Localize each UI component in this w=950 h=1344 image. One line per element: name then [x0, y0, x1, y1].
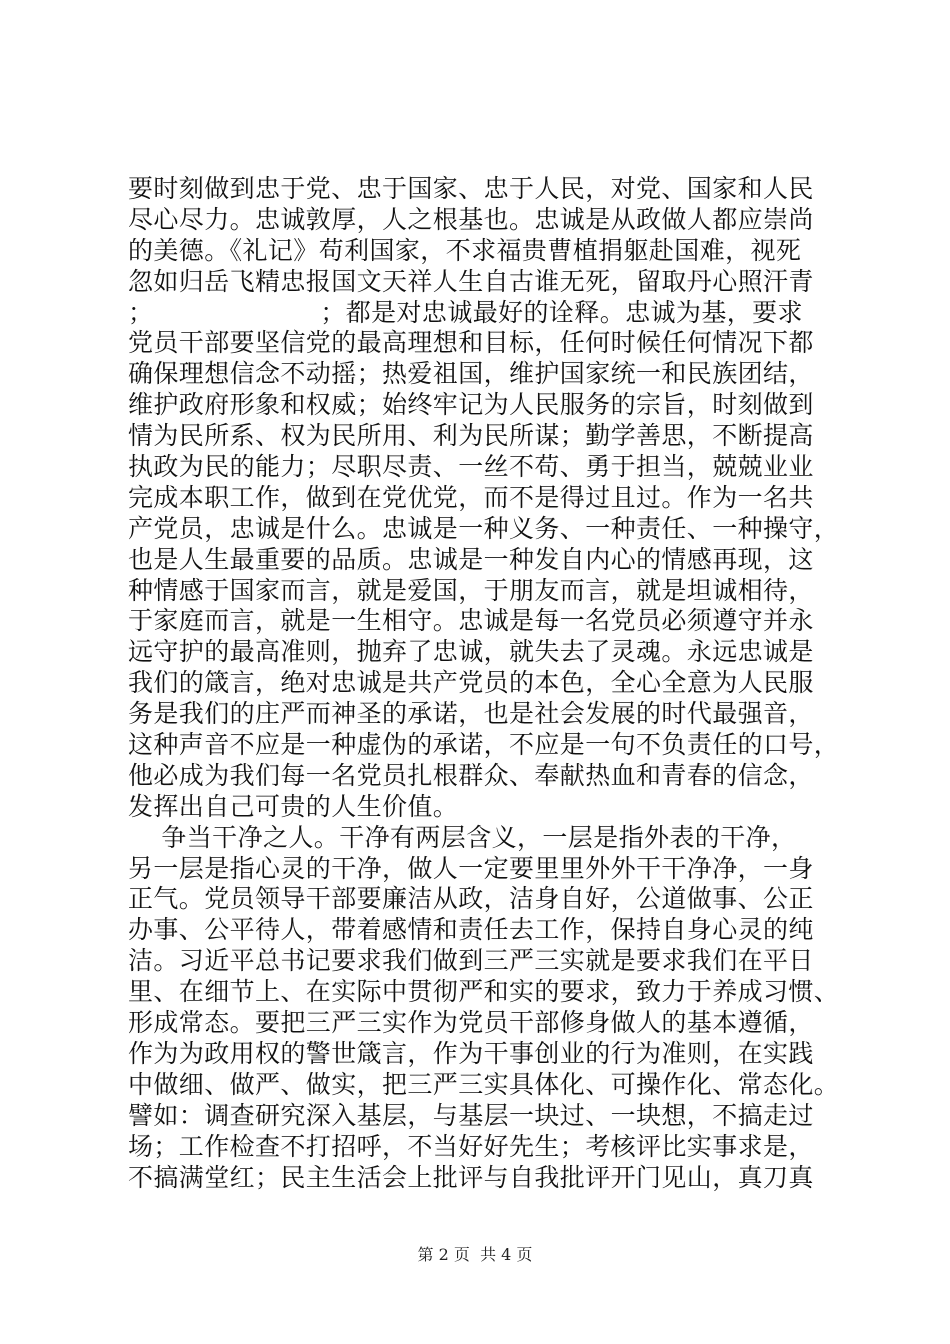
- text-line: 发挥出自己可贵的人生价值。: [128, 791, 459, 821]
- text-line: 尽心尽力。忠诚敦厚，人之根基也。忠诚是从政做人都应崇尚: [128, 204, 814, 234]
- text-line: 正气。党员领导干部要廉洁从政，洁身自好，公道做事、公正: [128, 884, 814, 914]
- text-line: 也是人生最重要的品质。忠诚是一种发自内心的情感再现，这: [128, 544, 814, 574]
- text-line: 远守护的最高准则，抛弃了忠诚，就失去了灵魂。永远忠诚是: [128, 637, 814, 667]
- text-line: 确保理想信念不动摇；热爱祖国，维护国家统一和民族团结，: [128, 359, 814, 389]
- document-body: [128, 174, 840, 1193]
- text-line: 场；工作检查不打招呼，不当好好先生；考核评比实事求是，: [128, 1131, 814, 1161]
- page-number-label: 第 2 页 共 4 页: [417, 1245, 533, 1264]
- text-line: 维护政府形象和权威；始终牢记为人民服务的宗旨，时刻做到: [128, 390, 814, 420]
- text-line: 他必成为我们每一名党员扎根群众、奉献热血和青春的信念，: [128, 760, 814, 790]
- text-line: 要时刻做到忠于党、忠于国家、忠于人民，对党、国家和人民: [128, 174, 814, 203]
- text-line: 争当干净之人。干净有两层含义，一层是指外表的干净，: [128, 822, 797, 852]
- text-line: 情为民所系、权为民所用、利为民所谋；勤学善思，不断提高: [128, 421, 814, 451]
- page-footer: [0, 1245, 950, 1265]
- text-line: 洁。习近平总书记要求我们做到三严三实就是要求我们在平日: [128, 946, 814, 976]
- text-line: 这种声音不应是一种虚伪的承诺，不应是一句不负责任的口号，: [128, 730, 840, 760]
- text-line: 中做细、做严、做实，把三严三实具体化、可操作化、常态化。: [128, 1069, 840, 1099]
- text-line: 完成本职工作，做到在党优党，而不是得过且过。作为一名共: [128, 482, 814, 512]
- text-line: 党员干部要坚信党的最高理想和目标，任何时候任何情况下都: [128, 328, 814, 358]
- text-line: 于家庭而言，就是一生相守。忠诚是每一名党员必须遵守并永: [128, 606, 814, 636]
- text-line: ； ；都是对忠诚最好的诠释。忠诚为基，要求: [128, 297, 803, 327]
- text-line: 不搞满堂红；民主生活会上批评与自我批评开门见山，真刀真: [128, 1162, 814, 1192]
- text-line: 譬如：调查研究深入基层，与基层一块过、一块想，不搞走过: [128, 1100, 814, 1130]
- text-line: 形成常态。要把三严三实作为党员干部修身做人的基本遵循，: [128, 1008, 814, 1038]
- text-line: 的美德。《礼记》苟利国家，不求福贵曹植捐躯赴国难，视死: [128, 235, 802, 265]
- text-line: 忽如归岳飞精忠报国文天祥人生自古谁无死，留取丹心照汗青: [128, 266, 814, 296]
- text-line: 执政为民的能力；尽职尽责、一丝不苟、勇于担当，兢兢业业: [128, 452, 814, 482]
- text-line: 产党员，忠诚是什么。忠诚是一种义务、一种责任、一种操守，: [128, 513, 840, 543]
- text-line: 办事、公平待人，带着感情和责任去工作，保持自身心灵的纯: [128, 915, 814, 945]
- text-line: 里、在细节上、在实际中贯彻严和实的要求，致力于养成习惯、: [128, 977, 840, 1007]
- text-line: 务是我们的庄严而神圣的承诺，也是社会发展的时代最强音，: [128, 699, 814, 729]
- text-line: 作为为政用权的警世箴言，作为干事创业的行为准则，在实践: [128, 1038, 814, 1068]
- text-line: 我们的箴言，绝对忠诚是共产党员的本色，全心全意为人民服: [128, 668, 814, 698]
- text-line: 种情感于国家而言，就是爱国，于朋友而言，就是坦诚相待，: [128, 575, 814, 605]
- text-line: 另一层是指心灵的干净，做人一定要里里外外干干净净，一身: [128, 853, 814, 883]
